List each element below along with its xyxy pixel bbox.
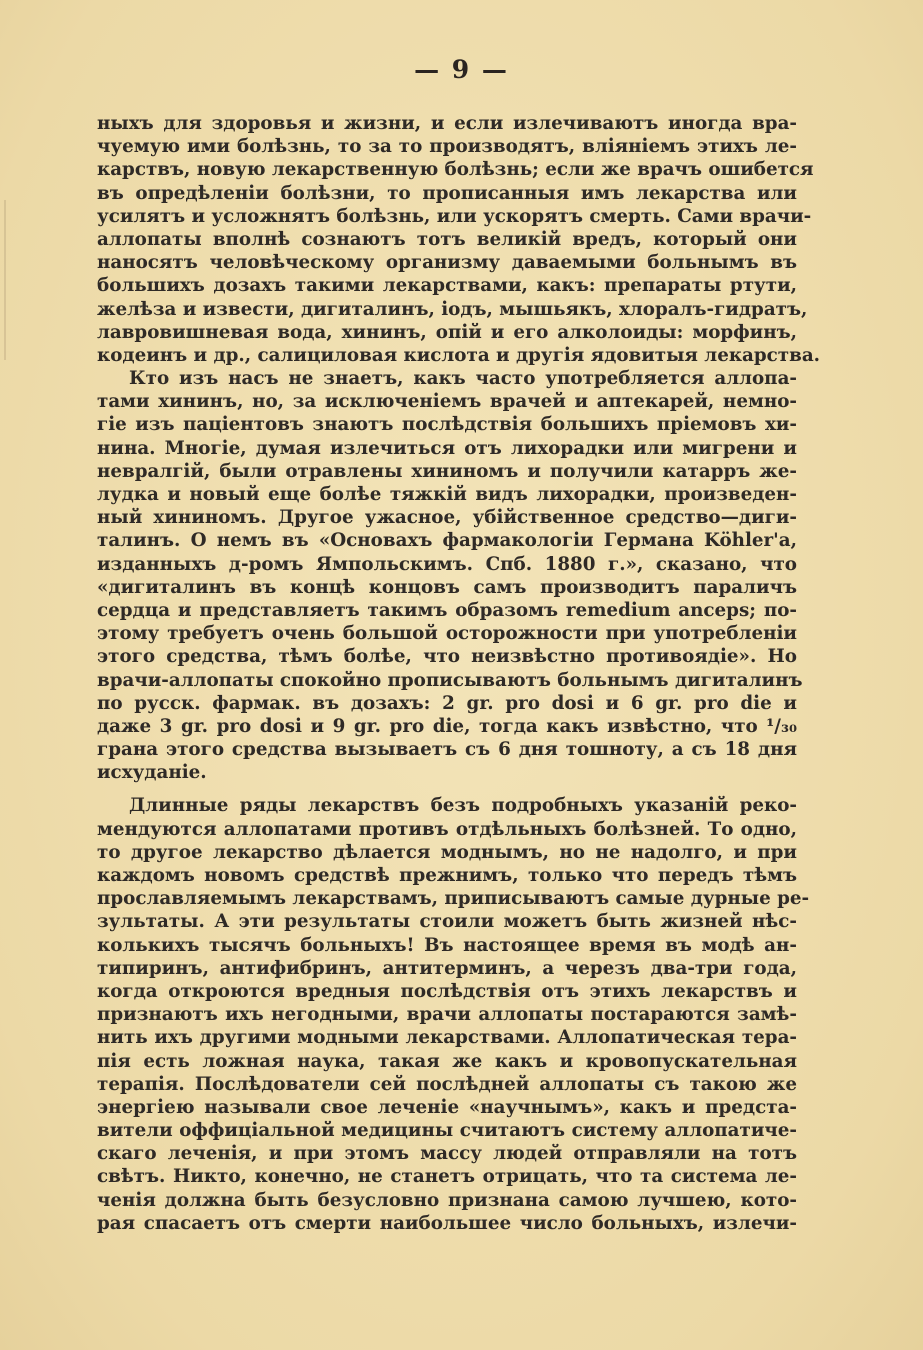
text-line: когда откроются вредныя послѣдствія отъ этихъ лекарствъ и <box>97 980 797 1002</box>
text-line: мендуются аллопатами противъ отдѣльныхъ болѣзней. То одно, <box>97 818 797 840</box>
text-line: то другое лекарство дѣлается моднымъ, но не надолго, и при <box>97 841 797 863</box>
text-line: талинъ. О немъ въ «Основахъ фармакологіи Германа Köhler'а, <box>97 530 797 552</box>
text-line: терапія. Послѣдователи сей послѣдней аллопаты съ такою же <box>97 1073 797 1095</box>
text-line: гіе изъ паціентовъ знаютъ послѣдствія большихъ пріемовъ хи- <box>97 414 797 436</box>
text-line: нина. Многіе, думая излечиться отъ лихорадки или мигрени и <box>97 437 797 459</box>
page-body <box>97 112 821 1235</box>
text-line: этого средства, тѣмъ болѣе, что неизвѣстно противоядіе». Но <box>97 646 797 668</box>
text-line: зультаты. А эти результаты стоили можетъ быть жизней нѣс- <box>97 911 797 933</box>
text-line: даже 3 gr. pro dosi и 9 gr. pro die, тогда какъ извѣстно, что ¹/₃₀ <box>97 715 797 737</box>
text-line: вители оффиціальной медицины считаютъ систему аллопатиче- <box>97 1120 797 1142</box>
text-line: исхуданіе. <box>97 762 207 784</box>
text-line: пія есть ложная наука, такая же какъ и кровопускательная <box>97 1050 797 1072</box>
page-edge-shadow <box>4 200 6 360</box>
text-line: рая спасаетъ отъ смерти наибольшее число больныхъ, излечи- <box>97 1212 797 1234</box>
paragraph-gap <box>97 784 797 794</box>
text-line: лудка и новый еще болѣе тяжкій видъ лихорадки, произведен- <box>97 484 797 505</box>
text-line: типиринъ, антифибринъ, антитерминъ, а черезъ два-три года, <box>97 957 797 979</box>
text-line: тами хининъ, но, за исключеніемъ врачей и аптекарей, немно- <box>97 391 797 413</box>
text-line: наносятъ человѣческому организму даваемыми больнымъ въ <box>97 252 797 274</box>
text-line: аллопаты вполнѣ сознаютъ тотъ великій вредъ, который они <box>97 228 797 250</box>
text-line: по русск. фармак. въ дозахъ: 2 gr. pro dosi и 6 gr. pro die и <box>97 692 797 714</box>
text-line: ныхъ для здоровья и жизни, и если излечиваютъ иногда вра- <box>97 113 797 134</box>
text-line: колькихъ тысячъ больныхъ! Въ настоящее время въ модѣ ан- <box>97 934 797 956</box>
text-line: Длинные ряды лекарствъ безъ подробныхъ указаній реко- <box>129 795 797 817</box>
text-line: въ опредѣленіи болѣзни, то прописанныя имъ лекарства или <box>97 182 797 204</box>
text-line: этому требуетъ очень большой осторожности при употребленіи <box>97 623 797 645</box>
text-line: прославляемымъ лекарствамъ, приписываютъ самые дурные ре- <box>97 888 810 910</box>
text-line: изданныхъ д-ромъ Ямпольскимъ. Спб. 1880 г.», сказано, что <box>97 553 797 575</box>
text-line: нить ихъ другими модными лекарствами. Аллопатическая тера- <box>97 1027 797 1049</box>
text-line: карствъ, новую лекарственную болѣзнь; если же врачъ ошибется <box>97 159 814 181</box>
text-line: Кто изъ насъ не знаетъ, какъ часто употребляется аллопа- <box>129 368 797 390</box>
paragraph-1 <box>97 112 821 367</box>
paragraph-3 <box>97 794 810 1235</box>
text-line: чуемую ими болѣзнь, то за то производятъ, вліяніемъ этихъ ле- <box>97 136 797 158</box>
text-line: кодеинъ и др., салициловая кислота и другія ядовитыя лекарства. <box>97 344 821 366</box>
text-line: большихъ дозахъ такими лекарствами, какъ: препараты ртути, <box>97 275 797 297</box>
text-line: усилятъ и усложнятъ болѣзнь, или ускорятъ смерть. Сами врачи- <box>97 205 812 227</box>
text-line: свѣтъ. Никто, конечно, не станетъ отрицать, что та система ле- <box>97 1166 797 1188</box>
text-line: ченія должна быть безусловно признана самою лучшею, кото- <box>97 1189 797 1211</box>
text-line: признаютъ ихъ негодными, врачи аллопаты постараются замѣ- <box>97 1004 797 1026</box>
text-line: лавровишневая вода, хининъ, опій и его алколоиды: морфинъ, <box>97 321 797 343</box>
text-line: невралгій, были отравлены хининомъ и получили катарръ же- <box>97 460 797 482</box>
paragraph-2 <box>97 367 803 784</box>
text-line: энергіею называли свое леченіе «научнымъ», какъ и предста- <box>97 1096 797 1118</box>
text-line: врачи-аллопаты спокойно прописываютъ больнымъ дигиталинъ <box>97 669 803 691</box>
text-line: скаго леченія, и при этомъ массу людей отправляли на тотъ <box>97 1143 797 1165</box>
text-line: ный хининомъ. Другое ужасное, убійственное средство—диги- <box>97 507 797 529</box>
text-line: желѣза и извести, дигиталинъ, іодъ, мышьякъ, хлоралъ-гидратъ, <box>97 298 808 320</box>
text-line: сердца и представляетъ такимъ образомъ remedium anceps; по- <box>97 599 797 621</box>
text-line: грана этого средства вызываетъ съ 6 дня тошноту, а съ 18 дня <box>97 739 797 761</box>
text-line: каждомъ новомъ средствѣ прежнимъ, только что передъ тѣмъ <box>97 865 797 886</box>
page-number: — 9 — <box>414 55 509 84</box>
text-line: «дигиталинъ въ концѣ концовъ самъ производитъ параличъ <box>97 576 797 598</box>
